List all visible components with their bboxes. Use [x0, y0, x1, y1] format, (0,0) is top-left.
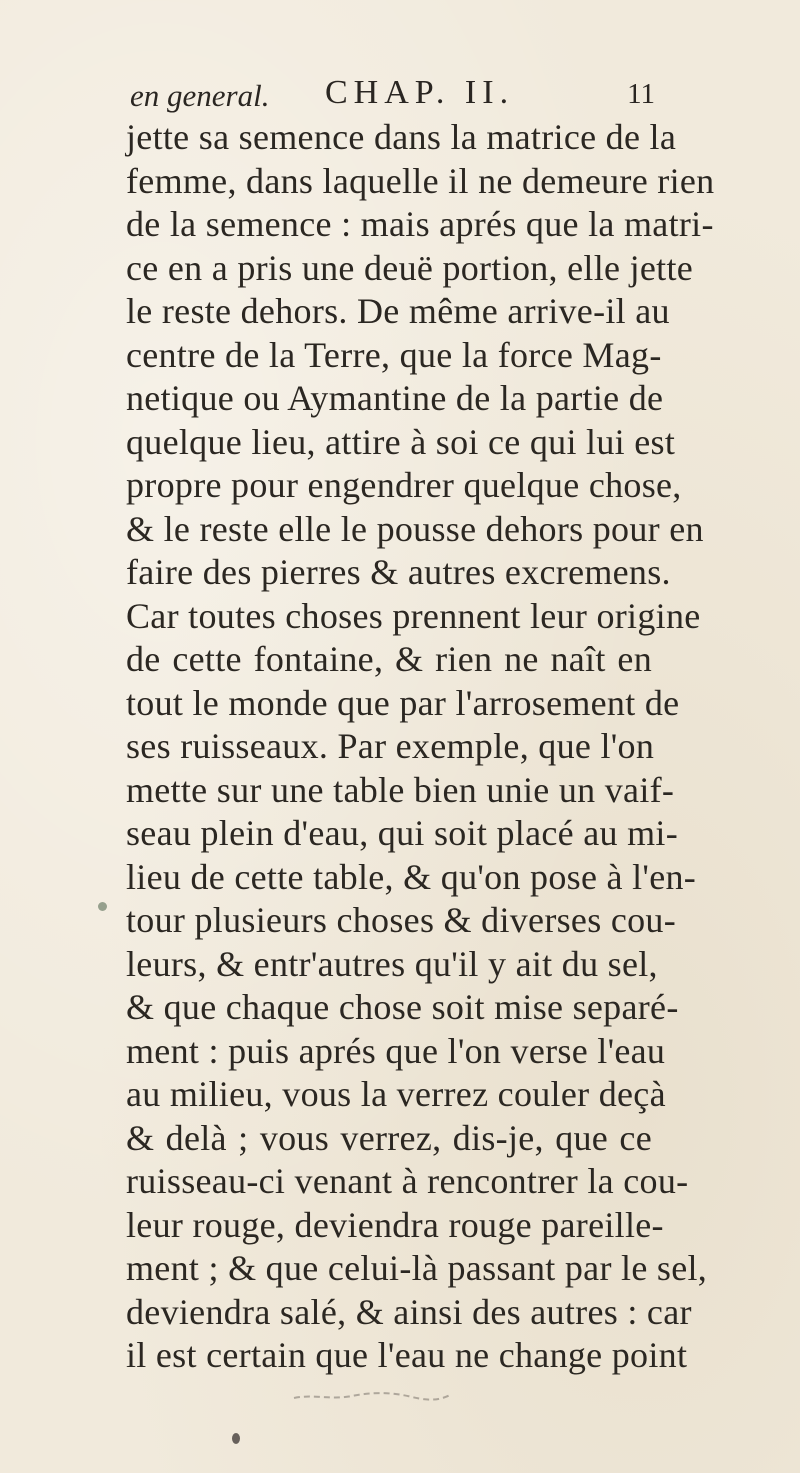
text-line: lieu de cette table, & qu'on pose à l'en-	[126, 856, 697, 897]
text-line: propre pour engendrer quelque chose,	[126, 465, 682, 505]
text-line: ce en a pris une deuë portion, elle jette	[126, 247, 694, 288]
text-line: deviendra salé, & ainsi des autres : car	[126, 1291, 692, 1332]
text-line: Car toutes choses prennent leur origine	[126, 595, 701, 636]
text-line: quelque lieu, attire à soi ce qui lui est	[126, 421, 676, 462]
text-line: tout le monde que par l'arrosement de	[126, 682, 680, 723]
text-line: seau plein d'eau, qui soit placé au mi-	[126, 813, 679, 853]
ink-mark	[232, 1433, 240, 1444]
text-line: il est certain que l'eau ne change point	[126, 1335, 688, 1375]
text-line: mette sur une table bien unie un vaif-	[126, 769, 675, 810]
running-head	[130, 70, 655, 120]
text-line: ment : puis aprés que l'on verse l'eau	[126, 1030, 666, 1071]
text-line: ruisseau-ci venant à rencontrer la cou-	[126, 1161, 689, 1201]
text-line: tour plusieurs choses & diverses cou-	[126, 900, 676, 940]
text-line: jette sa semence dans la matrice de la	[126, 117, 677, 157]
text-line: centre de la Terre, que la force Mag-	[126, 334, 662, 375]
text-line: de cette fontaine, & rien ne naît en	[126, 639, 652, 679]
text-line: le reste dehors. De même arrive-il au	[126, 291, 670, 331]
page-number: 11	[627, 78, 655, 110]
text-line: leurs, & entr'autres qu'il y ait du sel,	[126, 943, 658, 984]
text-line: ment ; & que celui-là passant par le sel,	[126, 1248, 708, 1288]
text-line: femme, dans laquelle il ne demeure rien	[126, 160, 715, 201]
text-line: au milieu, vous la verrez couler deçà	[126, 1074, 666, 1114]
text-line: & le reste elle le pousse dehors pour en	[126, 508, 704, 549]
margin-ink-dot	[98, 902, 107, 911]
text-line: & delà ; vous verrez, dis-je, que ce	[126, 1117, 652, 1158]
text-line: ses ruisseaux. Par exemple, que l'on	[126, 726, 655, 766]
running-head-title: en general.	[130, 78, 270, 113]
text-line: leur rouge, deviendra rouge pareille-	[126, 1204, 664, 1245]
chapter-label: CHAP. II.	[325, 74, 515, 111]
text-line: faire des pierres & autres excremens.	[126, 552, 671, 592]
ink-smudge	[292, 1390, 452, 1402]
text-line: & que chaque chose soit mise separé-	[126, 987, 679, 1027]
text-line: netique ou Aymantine de la partie de	[126, 378, 664, 418]
text-line: de la semence : mais aprés que la matri-	[126, 204, 714, 244]
body-text	[126, 116, 715, 1378]
